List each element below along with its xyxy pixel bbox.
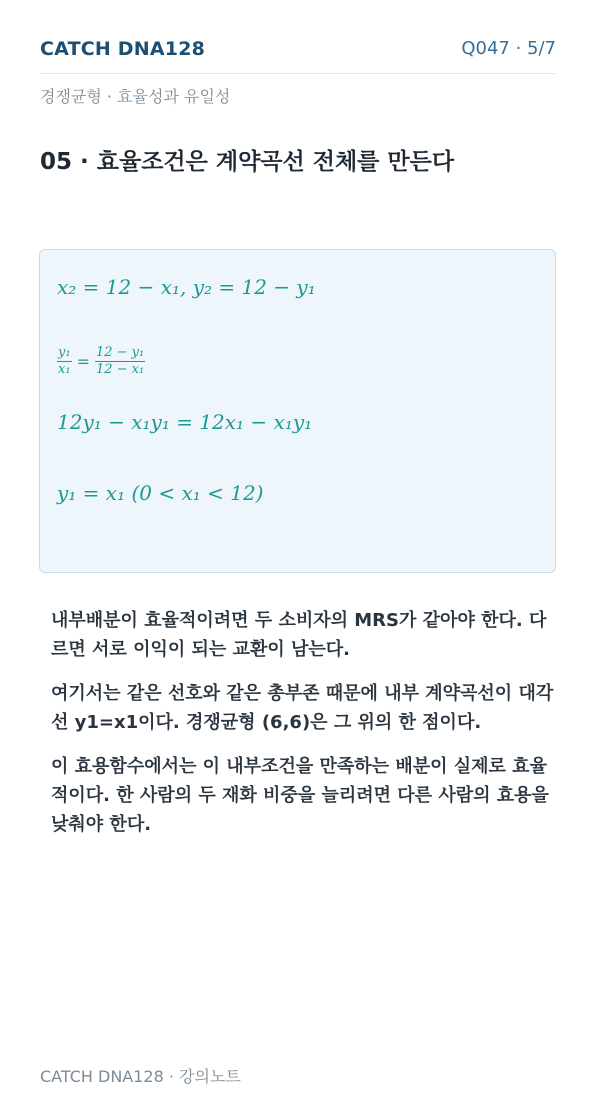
- question-pager: Q047 · 5/7: [461, 38, 556, 59]
- fraction-left: [57, 346, 72, 376]
- fraction-right-numerator: 12 − y₁: [95, 345, 145, 360]
- paragraph-utility-function: 이 효용함수에서는 이 내부조건을 만족하는 배분이 실제로 효율적이다. 한 사람의 두 재화 비중을 늘리려면 다른 사람의 효용을 낮춰야 한다.: [51, 756, 549, 835]
- equation-contract-curve: y₁ = x₁ (0 < x₁ < 12): [57, 481, 264, 505]
- fraction-left-denominator: x₁: [58, 361, 71, 377]
- equation-mrs-ratio: [57, 346, 145, 376]
- paragraph-efficiency-condition: 내부배분이 효율적이려면 두 소비자의 MRS가 같아야 한다. 다르면 서로 이익이 되는 교환이 남는다.: [51, 610, 547, 660]
- equals-sign: =: [76, 351, 90, 371]
- fraction-left-numerator: y₁: [58, 345, 71, 360]
- fraction-right-denominator: 12 − x₁: [95, 361, 145, 377]
- equation-budget: x₂ = 12 − x₁, y₂ = 12 − y₁: [57, 275, 316, 299]
- fraction-right: [95, 346, 145, 376]
- footer: CATCH DNA128 · 강의노트: [40, 1067, 241, 1086]
- section-subtitle: 경쟁균형 · 효율성과 유일성: [40, 87, 231, 106]
- equation-expanded: 12y₁ − x₁y₁ = 12x₁ − x₁y₁: [57, 410, 313, 434]
- math-derivation-box: [39, 249, 556, 573]
- page-title: 05 · 효율조건은 계약곡선 전체를 만든다: [40, 149, 455, 175]
- header: [40, 36, 556, 74]
- brand-name: CATCH DNA128: [40, 38, 206, 60]
- paragraph-contract-curve: 여기서는 같은 선호와 같은 총부존 때문에 내부 계약곡선이 대각선 y1=x1이다. 경쟁균형 (6,6)은 그 위의 한 점이다.: [51, 683, 554, 733]
